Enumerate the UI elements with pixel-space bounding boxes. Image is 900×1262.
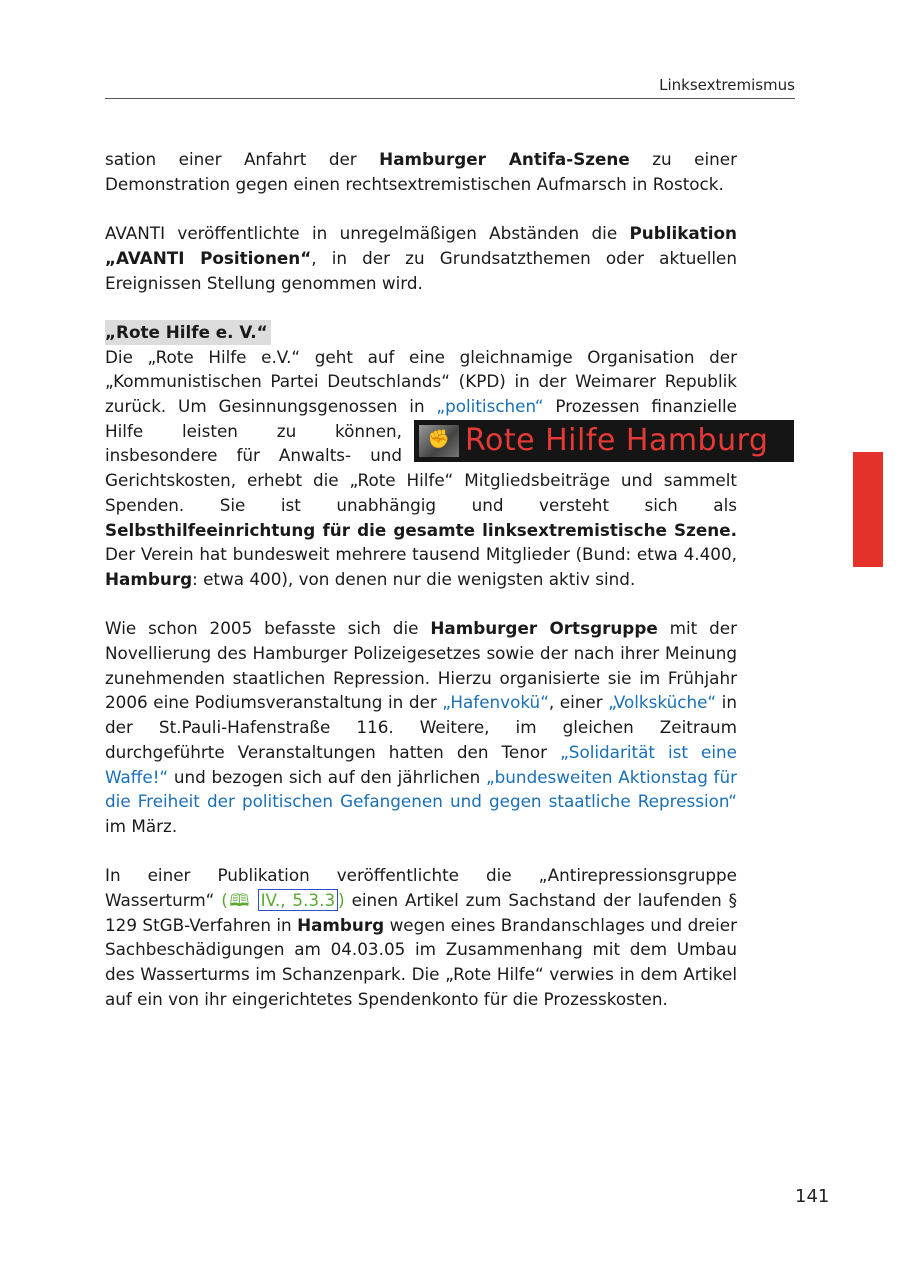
glossary-link[interactable]: „politischen“ [436, 396, 544, 416]
text: In einer Publikation veröffentlichte die „Antirepressionsgruppe Wasserturm“ [105, 865, 737, 911]
text: AVANTI veröffentlichte in unregelmäßigen Abständen die [105, 223, 630, 244]
text: Der Verein hat bundesweit mehrere tausend Mitglieder (Bund: etwa 4.400, [105, 544, 737, 565]
text: mit der Novellierung des Hamburger Polizeigesetzes sowie der nach ihrer Meinung zunehmenden staatlichen Repression. Hierzu organisierte sie im Frühjahr 2006 eine Podiumsveranstaltung in der [105, 618, 737, 713]
section-heading [105, 320, 737, 345]
ref-paren: ) [338, 890, 345, 911]
header-title: Linksextremismus [659, 76, 795, 94]
paragraph-avanti-publikation [105, 221, 737, 295]
bold-text: Hamburg [105, 568, 193, 589]
text: Prozessen finanzielle Hilfe leisten zu können, insbesondere für Anwalts- und Gerichtskosten, erhebt die „Rote Hilfe“ Mitgliedsbeiträge und sammelt Spenden. Sie ist unabhängig und versteht sich als [105, 396, 737, 515]
text: sation einer Anfahrt der [105, 149, 380, 169]
glossary-link[interactable]: „Volksküche“ [608, 692, 717, 713]
text: : etwa 400), von denen nur die wenigsten aktiv sind. [192, 568, 636, 589]
bold-text: Selbsthilfeeinrichtung für die gesamte linksextremistische Szene. [105, 519, 737, 540]
bold-text: Publikation „AVANTI Positionen“ [105, 223, 737, 268]
rote-hilfe-logo [414, 420, 794, 462]
glossary-link[interactable]: „bundesweiten Aktionstag für die Freiheit der politischen Gefangenen und gegen staatliche Repression“ [105, 766, 737, 812]
section-heading-label: „Rote Hilfe e. V.“ [105, 320, 271, 345]
glossary-link[interactable]: „Solidarität ist eine Waffe!“ [105, 741, 737, 787]
logo-text: Rote Hilfe Hamburg [465, 422, 769, 458]
paragraph-wasserturm [105, 863, 737, 1011]
text: , in der zu Grundsatzthemen oder aktuellen Ereignissen Stellung genommen wird. [105, 247, 737, 293]
glossary-link[interactable]: „Hafenvokü“ [442, 692, 549, 713]
page-header [105, 76, 795, 99]
cross-reference[interactable] [221, 889, 344, 911]
text: Wie schon 2005 befasste sich die [105, 618, 431, 639]
text: zu einer Demonstration gegen einen rechtsextremistischen Aufmarsch in Rostock. [105, 149, 737, 194]
text: einen Artikel zum Sachstand der laufenden § 129 StGB-Verfahren in [105, 890, 737, 935]
ref-paren: ( [221, 890, 228, 911]
text: im März. [105, 815, 178, 836]
book-icon: 🕮 [227, 890, 251, 911]
bold-text: Hamburg [297, 914, 385, 935]
chapter-tab-marker [853, 452, 883, 567]
text: wegen eines Brandanschlages und dreier Sachbeschädigungen am 04.03.05 im Zusammenhang mit dem Umbau des Wasserturms im Schanzenpark. Die „Rote Hilfe“ verwies in dem Artikel auf ein von ihr eingerichtetes Spendenkonto für die Prozesskosten. [105, 914, 737, 1009]
text: in der St.Pauli-Hafenstraße 116. Weitere, im gleichen Zeitraum durchgeführte Veranstaltungen hatten den Tenor [105, 692, 737, 762]
text: , einer [548, 692, 609, 713]
bold-text: Hamburger Ortsgruppe [430, 618, 658, 639]
photo-icon: ✊ [419, 425, 459, 457]
text: und bezogen sich auf den jährlichen [168, 766, 486, 787]
paragraph-avanti-anfahrt [105, 147, 737, 196]
paragraph-rote-hilfe [105, 345, 769, 592]
text: Die „Rote Hilfe e.V.“ geht auf eine gleichnamige Organisation der „Kommunistischen Partei Deutschlands“ (KPD) in der Weimarer Republik zurück. Um Gesinnungsgenossen in [105, 346, 737, 416]
page-content [105, 147, 769, 1012]
page-number: 141 [795, 1186, 830, 1207]
bold-text: Hamburger Antifa-Szene [379, 149, 630, 169]
cross-reference-link[interactable]: IV., 5.3.3 [258, 889, 339, 911]
paragraph-ortsgruppe [105, 616, 737, 838]
